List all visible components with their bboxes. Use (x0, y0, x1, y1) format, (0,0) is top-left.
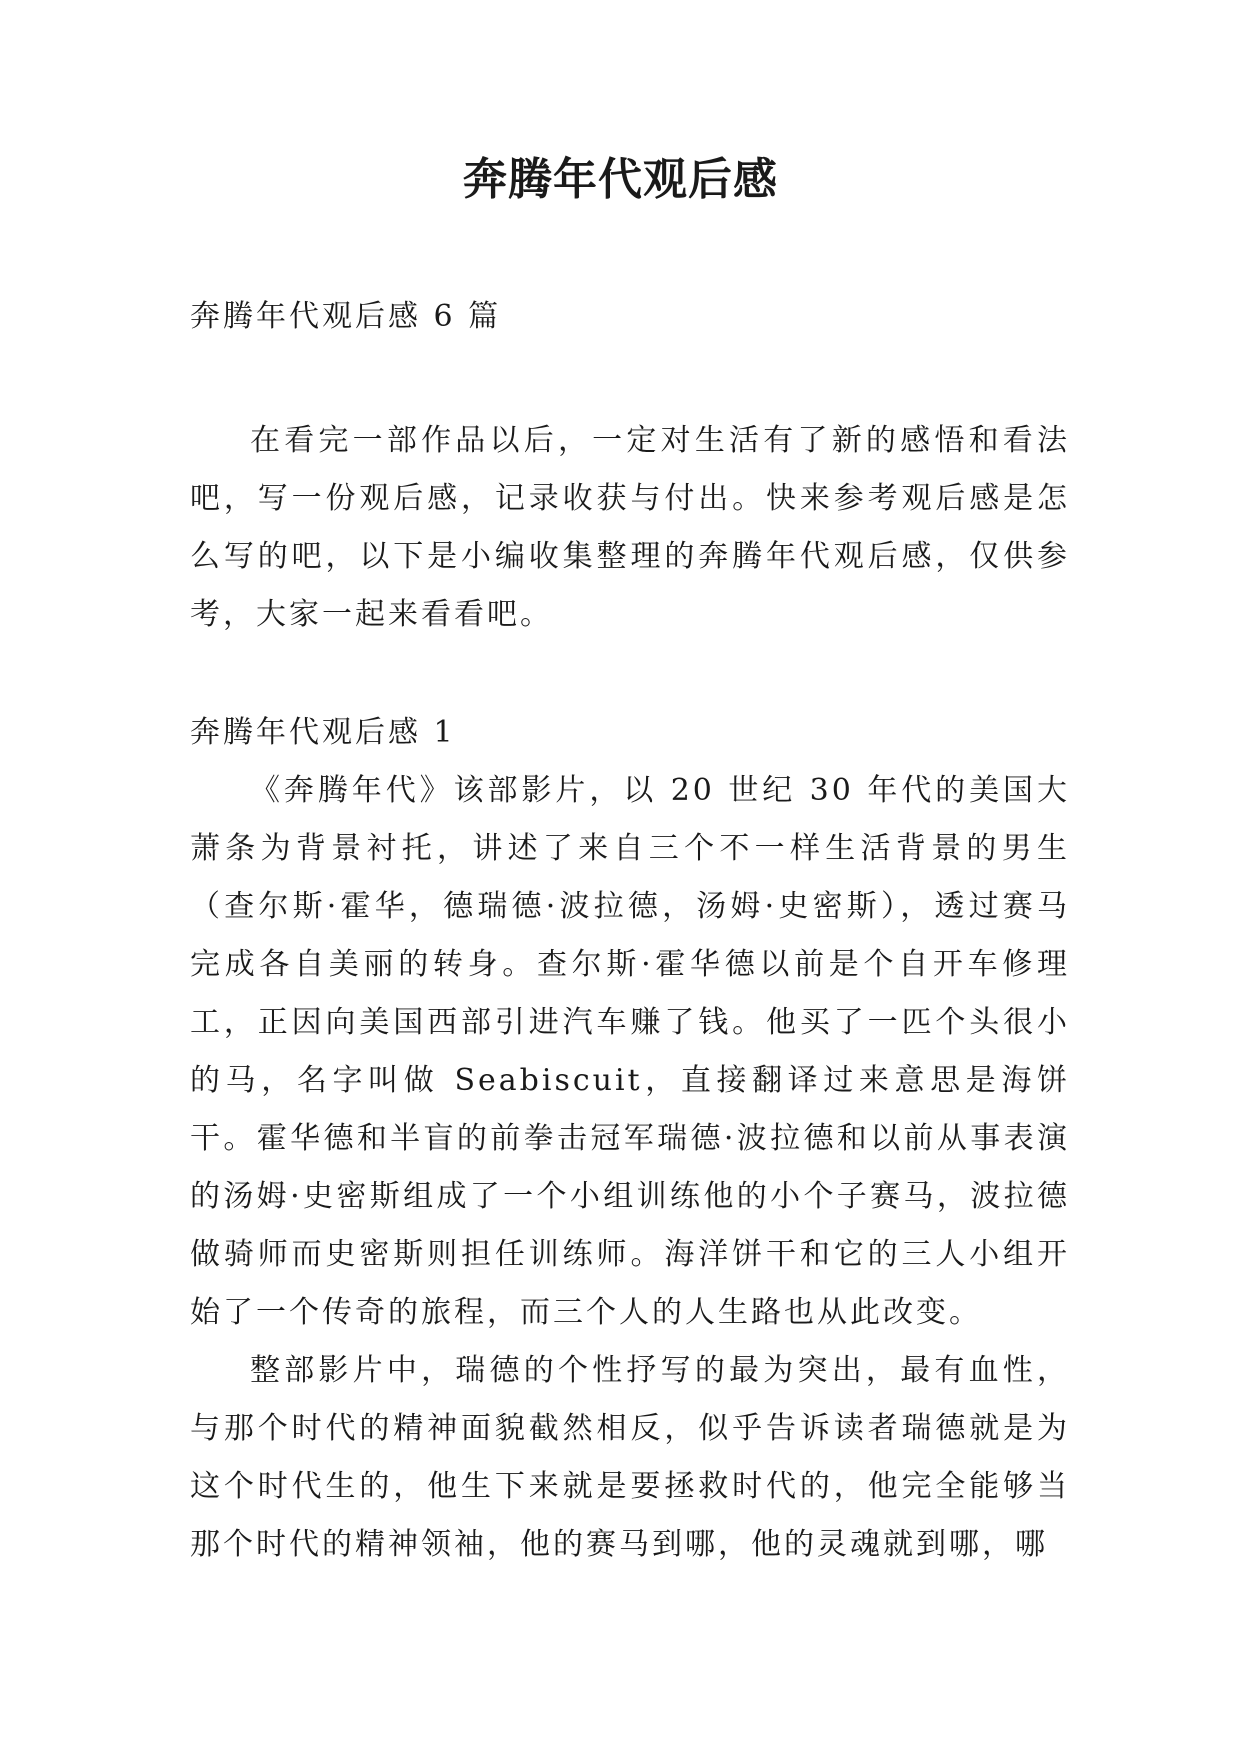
document-subtitle: 奔腾年代观后感 6 篇 (190, 299, 502, 334)
intro-paragraph: 在看完一部作品以后，一定对生活有了新的感悟和看法吧，写一份观后感，记录收获与付出。快来参考观后感是怎么写的吧，以下是小编收集整理的奔腾年代观后感，仅供参考，大家一起来看看吧。 (190, 423, 1070, 632)
body-paragraph: 《奔腾年代》该部影片，以 20 世纪 30 年代的美国大萧条为背景衬托，讲述了来自三个不一样生活背景的男生（查尔斯·霍华，德瑞德·波拉德，汤姆·史密斯），透过赛马完成各自美丽的转身。查尔斯·霍华德以前是个自开车修理工，正因向美国西部引进汽车赚了钱。他买了一匹个头很小的马，名字叫做 Seabiscuit，直接翻译过来意思是海饼干。霍华德和半盲的前拳击冠军瑞德·波拉德和以前从事表演的汤姆·史密斯组成了一个小组训练他的小个子赛马，波拉德做骑师而史密斯则担任训练师。海洋饼干和它的三人小组开始了一个传奇的旅程，而三个人的人生路也从此改变。 (190, 773, 1070, 1330)
document-body (190, 288, 1070, 1574)
body-paragraph: 整部影片中，瑞德的个性抒写的最为突出，最有血性，与那个时代的精神面貌截然相反，似乎告诉读者瑞德就是为这个时代生的，他生下来就是要拯救时代的，他完全能够当那个时代的精神领袖，他的赛马到哪，他的灵魂就到哪，哪 (190, 1353, 1070, 1562)
spacer (190, 644, 1070, 704)
document-title: 奔腾年代观后感 (463, 154, 778, 205)
spacer (190, 346, 1070, 412)
section-heading: 奔腾年代观后感 1 (190, 715, 456, 750)
